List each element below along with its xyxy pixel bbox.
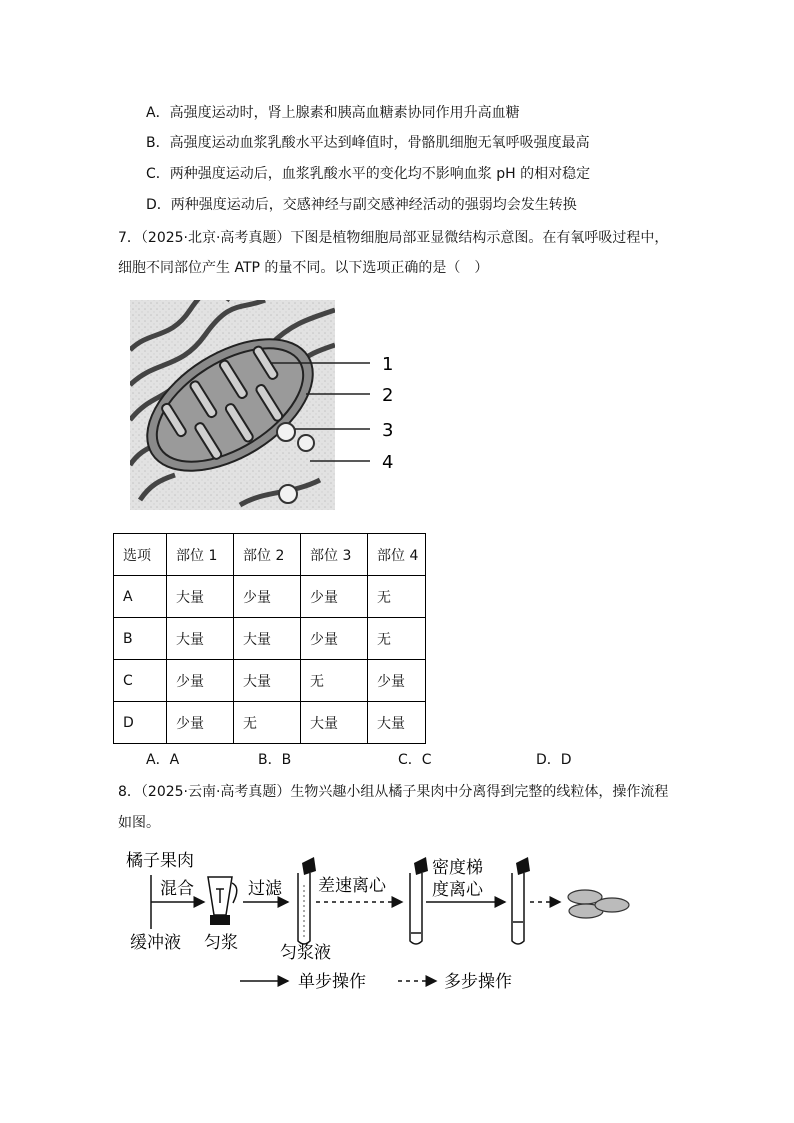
label-blender: 匀浆	[204, 933, 238, 953]
table-cell: 无	[301, 660, 368, 702]
label-4: 4	[382, 452, 394, 473]
table-cell: 部位 4	[368, 534, 426, 576]
input-oranges: 橘子果肉	[126, 851, 194, 871]
table-cell: 无	[368, 618, 426, 660]
label-filter: 过滤	[248, 879, 282, 899]
table-cell: 无	[234, 702, 301, 744]
table-cell: 无	[368, 576, 426, 618]
table-header-row	[114, 534, 426, 576]
input-buffer: 缓冲液	[130, 933, 181, 953]
q7-stem-line2: 细胞不同部位产生 ATP 的量不同。以下选项正确的是（ ）	[118, 260, 489, 276]
table-cell: 少量	[368, 660, 426, 702]
label-mix: 混合	[160, 879, 194, 899]
table-cell: C	[114, 660, 167, 702]
test-tube-2	[410, 857, 428, 944]
q7-answer-d: D．D	[536, 752, 572, 768]
label-diff-centrifuge: 差速离心	[318, 876, 386, 896]
q7-answer-c: C．C	[398, 752, 432, 768]
table-cell: A	[114, 576, 167, 618]
q7-answer-a: A．A	[146, 752, 180, 768]
mitochondria-icon	[568, 890, 629, 918]
table-cell: 少量	[167, 702, 234, 744]
table-cell: 部位 1	[167, 534, 234, 576]
table-row	[114, 576, 426, 618]
table-cell: 部位 3	[301, 534, 368, 576]
table-cell: 选项	[114, 534, 167, 576]
table-cell: 少量	[167, 660, 234, 702]
table-row	[114, 702, 426, 744]
q6-option-d: D．两种强度运动后，交感神经与副交感神经活动的强弱均会发生转换	[146, 197, 577, 213]
blender-icon	[208, 877, 237, 925]
label-density-2: 度离心	[432, 880, 483, 900]
label-3: 3	[382, 420, 394, 441]
test-tube-3	[512, 857, 530, 944]
table-cell: 大量	[167, 618, 234, 660]
test-tube-1	[298, 857, 316, 944]
table-cell: 大量	[234, 660, 301, 702]
table-row	[114, 660, 426, 702]
q7-stem-line1: 7．（2025·北京·高考真题）下图是植物细胞局部亚显微结构示意图。在有氧呼吸过程中，	[118, 230, 669, 246]
label-density-1: 密度梯	[432, 858, 483, 878]
table-cell: 大量	[234, 618, 301, 660]
table-cell: 大量	[301, 702, 368, 744]
label-1: 1	[382, 354, 394, 375]
table-cell: B	[114, 618, 167, 660]
table-cell: 大量	[167, 576, 234, 618]
q6-option-a: A．高强度运动时，肾上腺素和胰高血糖素协同作用升高血糖	[146, 105, 520, 121]
table-row	[114, 618, 426, 660]
table-cell: 少量	[301, 576, 368, 618]
legend-single-step: 单步操作	[298, 972, 366, 992]
q7-answer-b: B．B	[258, 752, 292, 768]
legend-multi-step: 多步操作	[444, 972, 512, 992]
q8-flow-diagram	[120, 845, 640, 1000]
table-cell: 少量	[301, 618, 368, 660]
table-cell: 大量	[368, 702, 426, 744]
q8-stem-line2: 如图。	[118, 815, 160, 831]
table-cell: D	[114, 702, 167, 744]
label-homogenate: 匀浆液	[280, 943, 331, 963]
q6-option-c: C．两种强度运动后，血浆乳酸水平的变化均不影响血浆 pH 的相对稳定	[146, 166, 591, 182]
q7-options-table	[113, 533, 426, 744]
table-cell: 少量	[234, 576, 301, 618]
table-cell: 部位 2	[234, 534, 301, 576]
q6-option-b: B．高强度运动血浆乳酸水平达到峰值时，骨骼肌细胞无氧呼吸强度最高	[146, 135, 590, 151]
q8-stem-line1: 8．（2025·云南·高考真题）生物兴趣小组从橘子果肉中分离得到完整的线粒体，操作流程	[118, 784, 669, 800]
mitochondrion-figure	[120, 290, 400, 515]
label-2: 2	[382, 385, 394, 406]
